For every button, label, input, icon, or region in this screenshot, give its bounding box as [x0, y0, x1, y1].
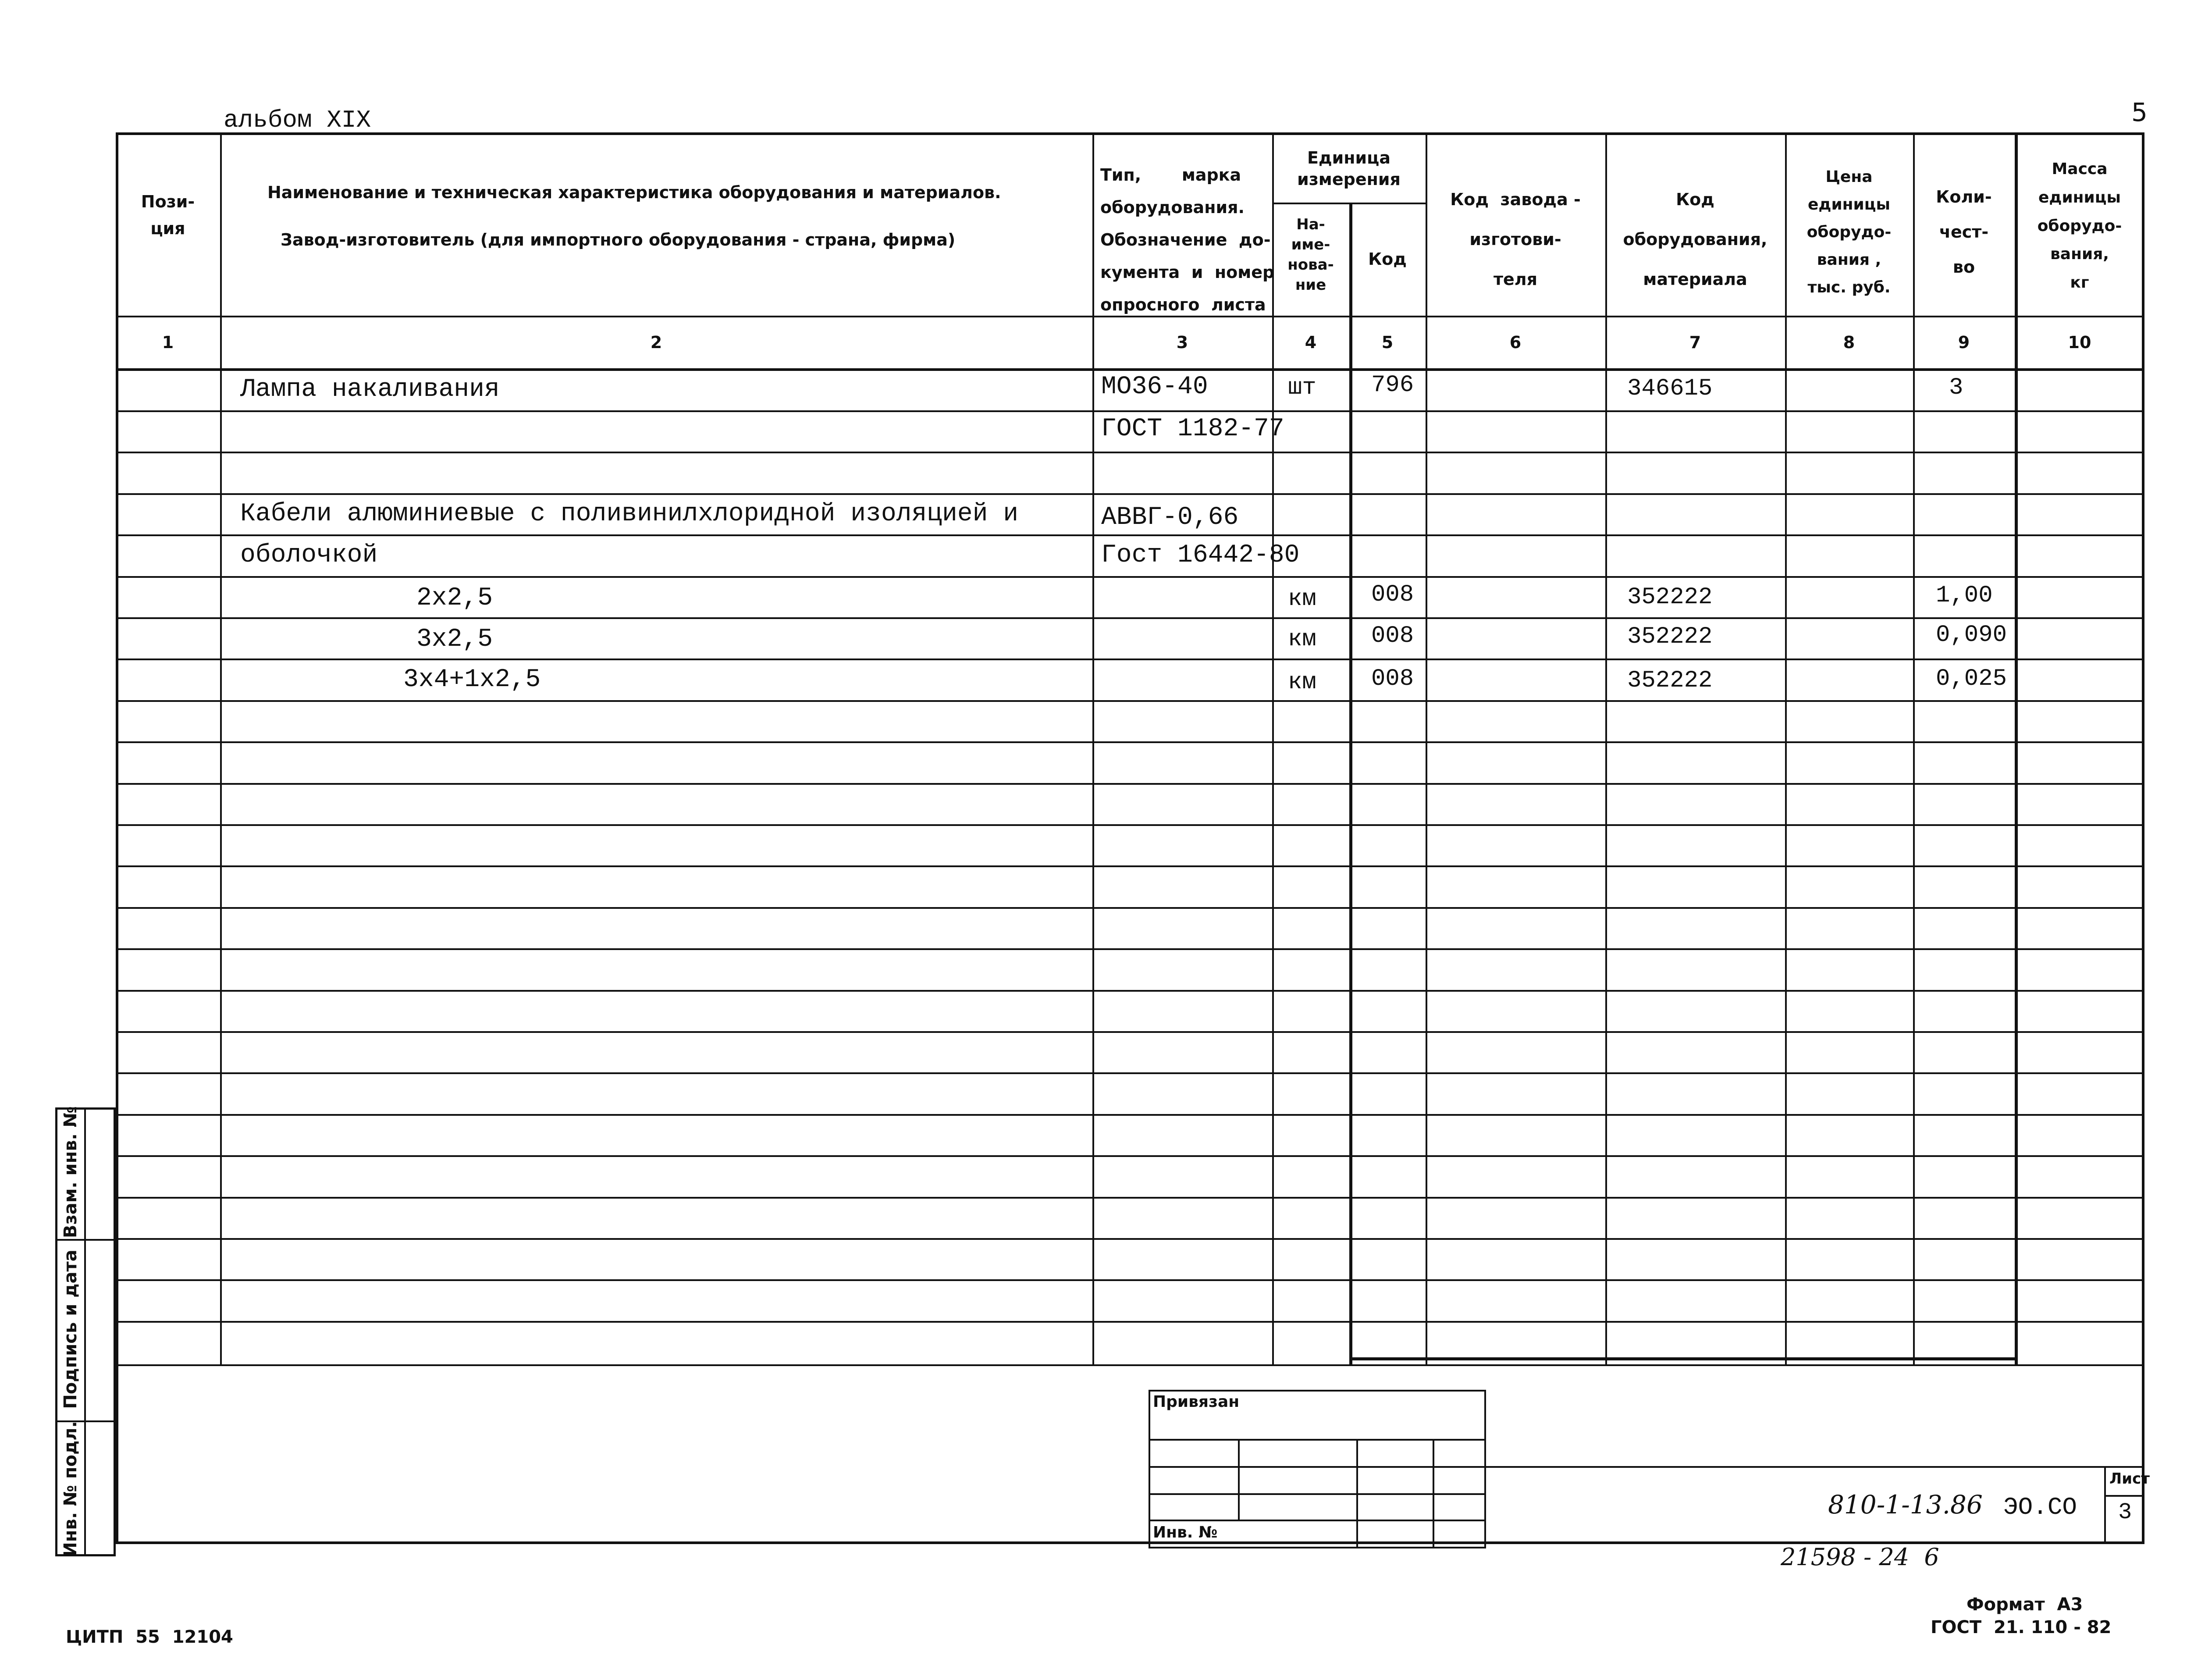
row-line	[116, 824, 2144, 826]
row-line	[116, 1197, 2144, 1199]
item-unit: км	[1288, 626, 1316, 653]
column-number: 9	[1958, 333, 1970, 352]
item-name: Кабели алюминиевые с поливинилхлоридной изоляцией и	[240, 500, 1019, 528]
header-text: кумента и номер	[1100, 263, 1275, 282]
item-unit-code: 008	[1371, 623, 1414, 649]
column-number: 6	[1509, 333, 1522, 352]
header-text: изготови-	[1469, 230, 1561, 249]
item-quantity: 1,00	[1936, 582, 1993, 609]
header-text: На-	[1296, 216, 1325, 233]
stamp-line	[2104, 1466, 2106, 1544]
body-bottom-line	[116, 1364, 2144, 1366]
column-number: 10	[2068, 333, 2091, 352]
header-text: тыс. руб.	[1807, 278, 1891, 296]
header-text: Код завода -	[1450, 190, 1581, 209]
item-quantity: 0,025	[1936, 666, 2007, 692]
item-name: 3х2,5	[416, 625, 493, 654]
item-name: 2х2,5	[416, 584, 493, 612]
header-text: Тип, марка	[1100, 165, 1241, 185]
header-text: кг	[2070, 274, 2089, 292]
header-text: Код	[1676, 190, 1714, 209]
row-line	[116, 1072, 2144, 1074]
archive-number: 21598 - 24 6	[1781, 1543, 1939, 1571]
column-number: 2	[650, 333, 662, 352]
footer-standard: ГОСТ 21. 110 - 82	[1931, 1617, 2112, 1637]
item-unit: км	[1288, 669, 1316, 696]
header-price	[1785, 163, 1913, 301]
colnum-bottom-line	[116, 368, 2144, 371]
item-unit: шт	[1288, 374, 1316, 401]
item-unit-code: 008	[1371, 666, 1414, 692]
bound-line	[1149, 1466, 1486, 1468]
header-text: оборудо-	[2037, 217, 2122, 235]
row-line	[116, 1321, 2144, 1323]
bound-label: Привязан	[1153, 1393, 1240, 1411]
row-line	[116, 741, 2144, 743]
row-line	[116, 948, 2144, 950]
item-equipment-code: 352222	[1627, 584, 1713, 611]
bound-line	[1433, 1439, 1434, 1548]
item-equipment-code: 352222	[1627, 623, 1713, 650]
footer-format: Формат А3	[1967, 1595, 2083, 1615]
group-bottom-line	[1349, 1357, 2016, 1360]
inv-label: Инв. №	[1153, 1523, 1218, 1541]
header-text: единицы	[1807, 196, 1891, 214]
side-stamp-divider	[84, 1107, 86, 1556]
bound-line	[1238, 1439, 1240, 1520]
column-number: 5	[1381, 333, 1394, 352]
row-line	[116, 1279, 2144, 1281]
column-number: 7	[1689, 333, 1701, 352]
header-text: теля	[1493, 270, 1538, 289]
header-quantity	[1913, 180, 2015, 285]
column-number: 8	[1843, 333, 1855, 352]
item-quantity: 3	[1949, 374, 1963, 401]
header-text: Коли-	[1936, 187, 1992, 206]
header-text: име-	[1291, 235, 1330, 253]
item-equipment-code: 352222	[1627, 667, 1713, 694]
sheet-number: 3	[2118, 1499, 2132, 1525]
column-number: 3	[1176, 333, 1188, 352]
header-text: ция	[150, 218, 185, 238]
item-quantity: 0,090	[1936, 622, 2007, 648]
unit-group-line	[1272, 203, 1426, 204]
header-equipment-code	[1605, 180, 1785, 300]
row-line	[116, 1031, 2144, 1033]
header-text: Обозначение до-	[1100, 230, 1271, 250]
item-type: АВВГ-0,66	[1101, 503, 1239, 532]
header-text: вания,	[2050, 245, 2109, 263]
header-text: измерения	[1297, 170, 1401, 189]
stamp-line	[1486, 1466, 2144, 1468]
header-position	[116, 189, 220, 242]
row-line	[116, 783, 2144, 785]
item-name: Лампа накаливания	[240, 375, 500, 404]
item-name: 3х4+1х2,5	[403, 666, 541, 694]
column-number: 1	[162, 333, 174, 352]
row-line	[116, 617, 2144, 619]
row-line	[116, 1155, 2144, 1157]
row-line	[116, 410, 2144, 412]
doc-code: 810-1-13.86	[1828, 1490, 1983, 1520]
side-stamp-inventory: Инв. № подл.	[60, 1421, 81, 1557]
header-text: Масса	[2052, 160, 2108, 178]
footer-left: ЦИТП 55 12104	[66, 1627, 233, 1647]
row-line	[116, 576, 2144, 578]
header-text: ние	[1295, 276, 1326, 294]
header-text: опросного листа	[1100, 295, 1266, 315]
header-text: оборудо-	[1806, 223, 1892, 241]
side-stamp-signature: Подпись и дата	[60, 1249, 81, 1409]
header-name: Наименование и техническая характеристика оборудования и материалов.	[267, 183, 1001, 202]
header-mass	[2015, 155, 2144, 297]
header-text: оборудования.	[1100, 198, 1245, 217]
bound-line	[1149, 1493, 1486, 1495]
bound-line	[1149, 1439, 1486, 1441]
bound-line	[1149, 1520, 1486, 1521]
item-type: Гост 16442-80	[1101, 541, 1300, 569]
item-type: ГОСТ 1182-77	[1101, 415, 1284, 443]
row-line	[116, 1114, 2144, 1116]
bound-line	[1356, 1439, 1358, 1548]
row-line	[116, 700, 2144, 702]
header-text: чест-	[1939, 222, 1989, 242]
page-number: 5	[2131, 97, 2148, 127]
header-text: материала	[1643, 270, 1747, 289]
header-manufacturer: Завод-изготовитель (для импортного оборудования - страна, фирма)	[281, 230, 956, 249]
header-text: вания ,	[1817, 251, 1881, 269]
header-text: нова-	[1287, 256, 1334, 274]
header-unit-group	[1272, 147, 1426, 191]
row-line	[116, 990, 2144, 992]
header-factory-code	[1426, 180, 1605, 300]
sheet-label: Лист	[2109, 1470, 2150, 1488]
header-text: единицы	[2038, 188, 2121, 206]
item-unit-code: 796	[1371, 372, 1414, 399]
header-unit-code: Код	[1368, 249, 1407, 269]
item-type: МО36-40	[1101, 373, 1208, 401]
row-line	[116, 452, 2144, 453]
column-number: 4	[1305, 333, 1317, 352]
album-label: альбом XIX	[224, 106, 371, 134]
header-text: Единица	[1307, 148, 1390, 167]
row-line	[116, 865, 2144, 867]
item-equipment-code: 346615	[1627, 375, 1713, 402]
item-unit: км	[1288, 586, 1316, 612]
row-line	[116, 534, 2144, 536]
row-line	[116, 658, 2144, 660]
row-line	[116, 907, 2144, 909]
header-text: Пози-	[141, 192, 195, 211]
row-line	[116, 493, 2144, 495]
header-text: оборудования,	[1623, 230, 1767, 249]
section-code: ЭО.СО	[2003, 1493, 2077, 1521]
header-unit-name	[1272, 215, 1349, 295]
side-stamp-replace: Взам. инв. №	[60, 1106, 81, 1238]
row-line	[116, 1238, 2144, 1240]
header-text: Цена	[1825, 168, 1873, 186]
stamp-line	[2104, 1495, 2144, 1497]
header-text: во	[1952, 257, 1975, 277]
item-name: оболочкой	[240, 541, 378, 569]
item-unit-code: 008	[1371, 581, 1414, 608]
header-type	[1100, 159, 1275, 321]
